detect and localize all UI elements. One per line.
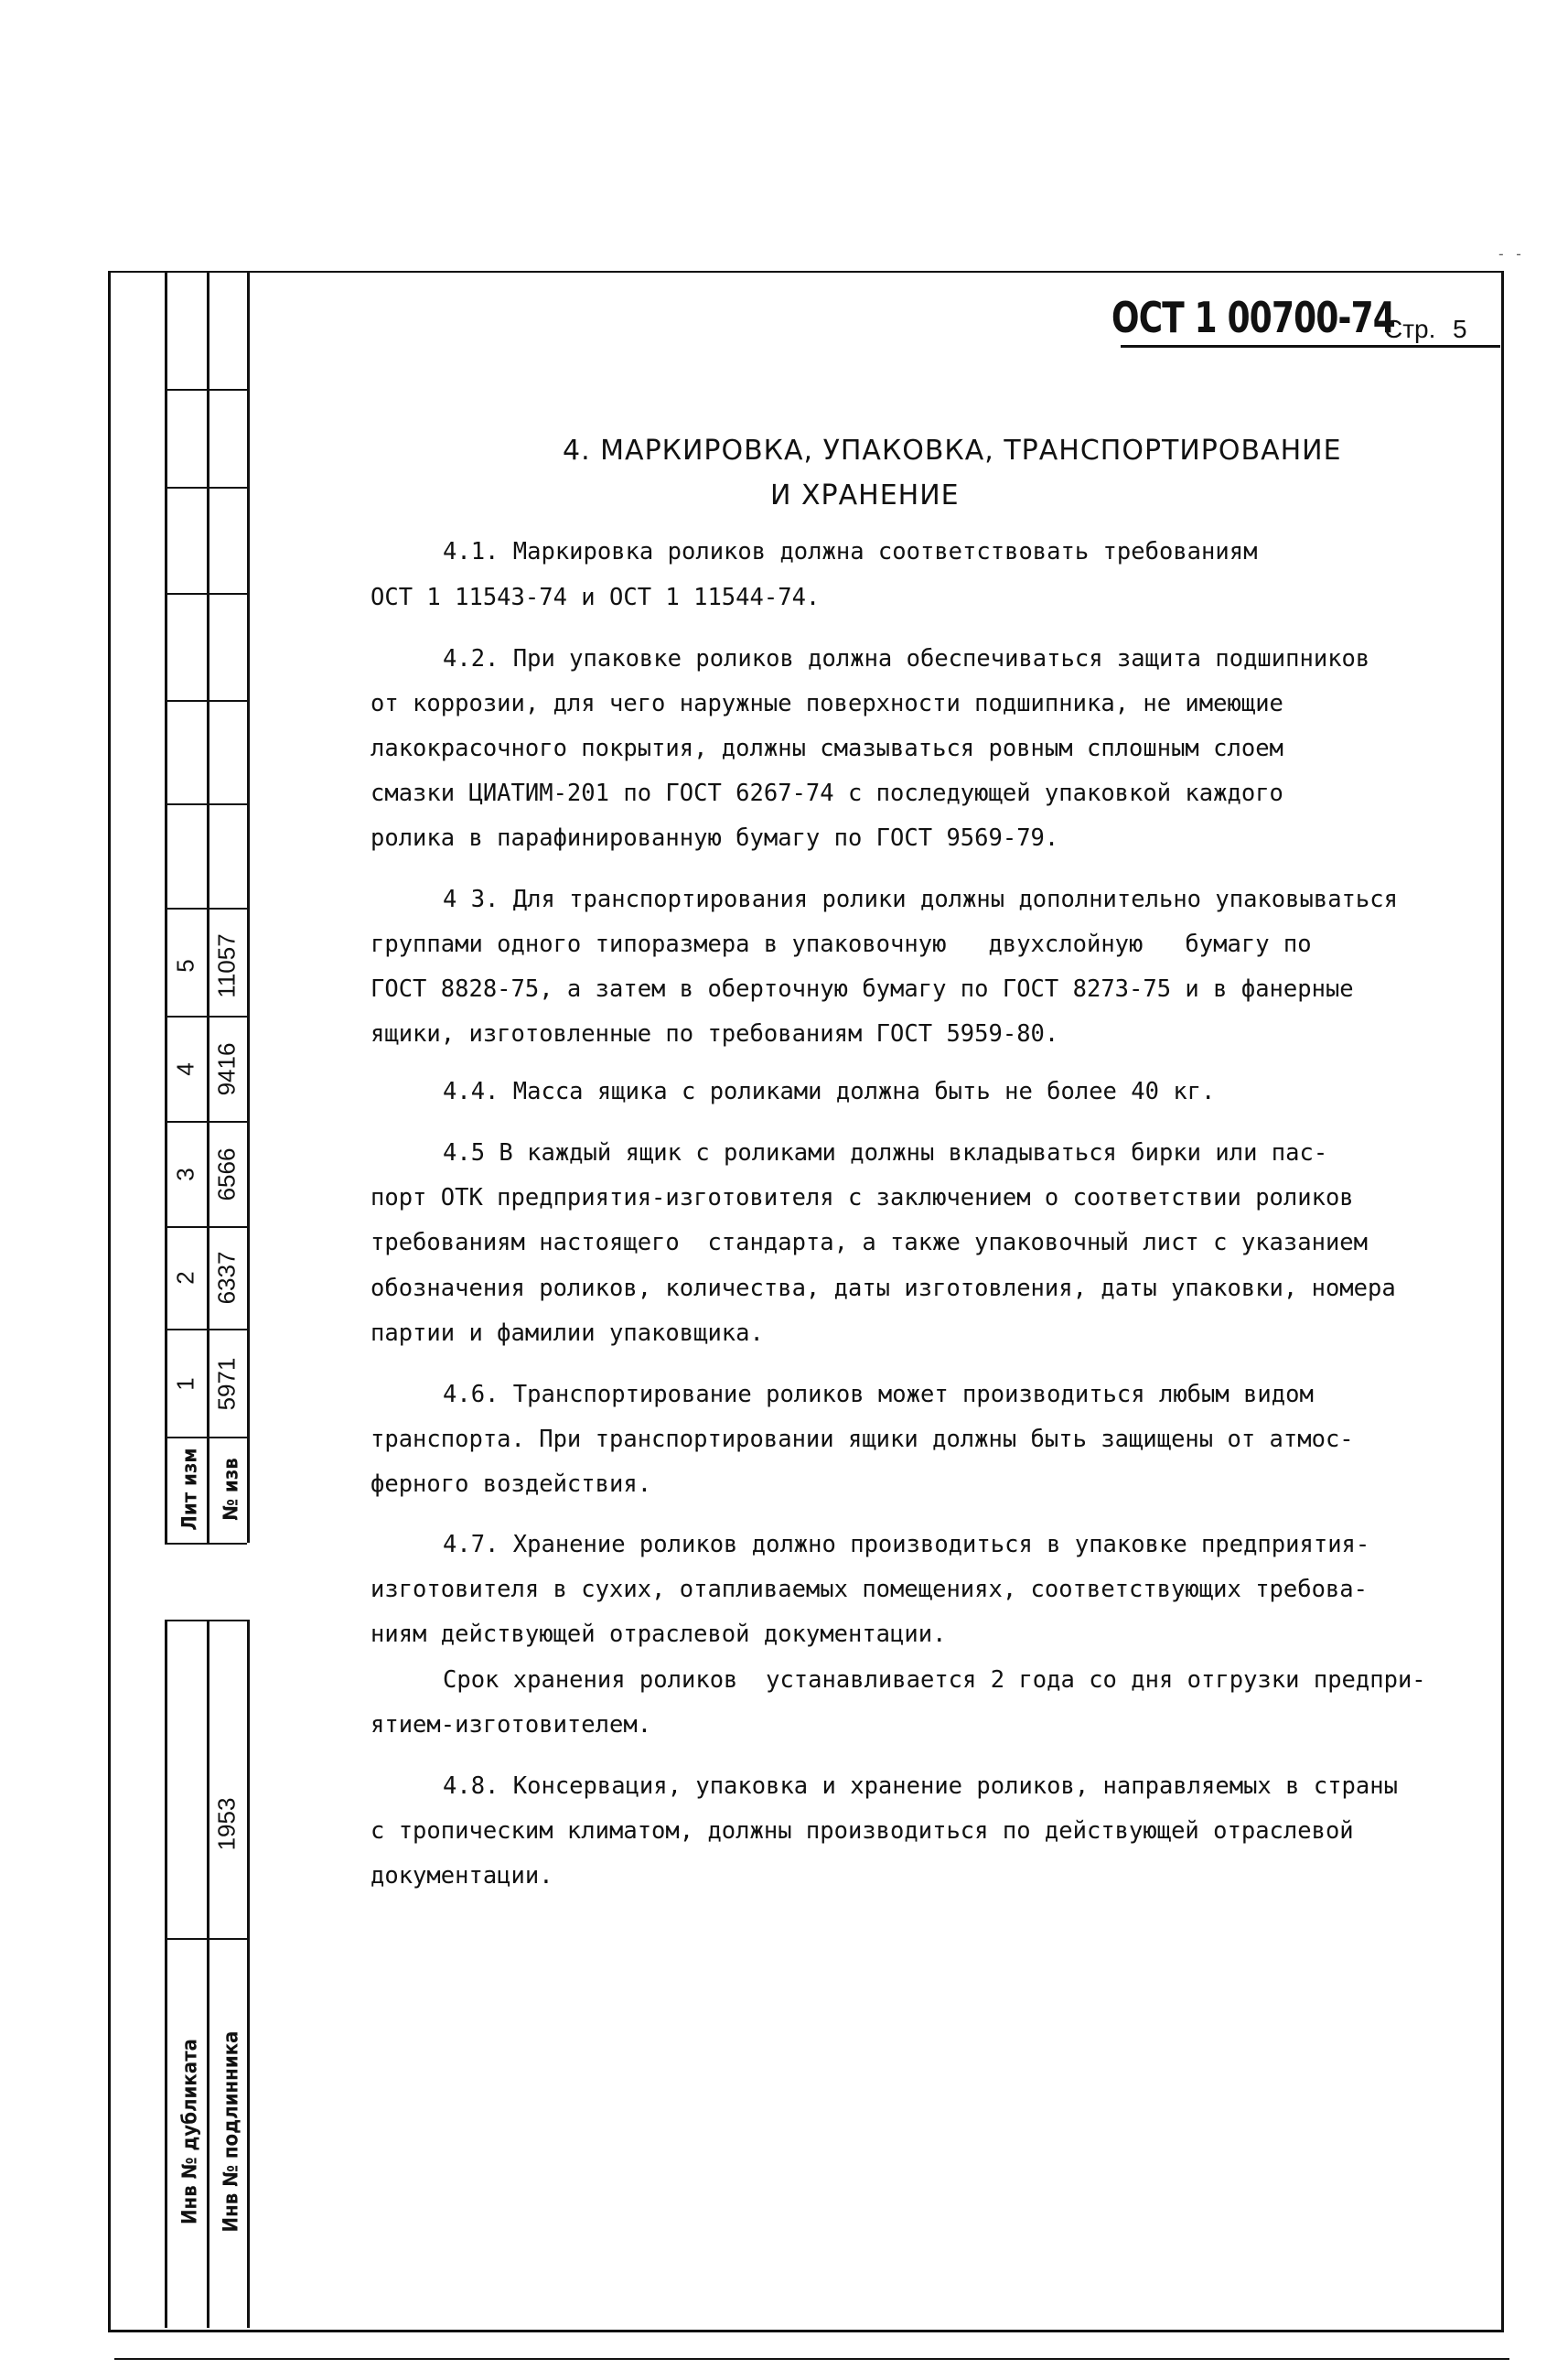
paragraph-line: 4.8. Консервация, упаковка и хранение роликов, направляемых в страны xyxy=(443,1772,1398,1800)
stamp-row-line xyxy=(165,1121,247,1123)
paragraph-line: 4.4. Масса ящика с роликами должна быть не более 40 кг. xyxy=(443,1078,1216,1105)
paragraph-line: изготовителя в сухих, отапливаемых помещениях, соответствующих требова- xyxy=(370,1576,1369,1603)
paragraph-line: ятием-изготовителем. xyxy=(370,1711,652,1739)
stamp-row-line xyxy=(165,389,247,391)
stamp-row-line xyxy=(165,1938,247,1940)
stamp-change-num: 9416 xyxy=(212,1042,241,1096)
paragraph-line: от коррозии, для чего наружные поверхности подшипника, не имеющие xyxy=(370,690,1283,717)
paragraph-line: ферного воздействия. xyxy=(370,1470,652,1498)
stamp-row-line xyxy=(165,1329,247,1330)
paragraph-line: группами одного типоразмера в упаковочную двухслойную бумагу по xyxy=(370,931,1312,958)
stamp-notice-label: № изв xyxy=(220,1458,243,1521)
stamp-row-line xyxy=(165,487,247,489)
bottom-border-line xyxy=(114,2358,1509,2360)
stamp-change-lit: 3 xyxy=(171,1168,199,1181)
stamp-change-num: 11057 xyxy=(212,933,241,998)
stamp-column-line xyxy=(247,1620,250,2328)
paragraph-line: ниям действующей отраслевой документации. xyxy=(370,1621,947,1648)
stamp-change-lit: 1 xyxy=(171,1377,199,1391)
stamp-change-lit: 4 xyxy=(171,1062,199,1076)
paragraph-line: ящики, изготовленные по требованиям ГОСТ 5959-80. xyxy=(370,1020,1059,1048)
paragraph-line: Срок хранения роликов устанавливается 2 года со дня отгрузки предпри- xyxy=(443,1666,1426,1694)
corner-mark: - - xyxy=(1497,245,1523,263)
stamp-change-num: 6566 xyxy=(212,1147,241,1201)
page-number: 5 xyxy=(1453,315,1467,343)
stamp-column-line xyxy=(165,1620,167,2328)
stamp-column-line xyxy=(247,271,250,1543)
stamp-row-line xyxy=(165,1226,247,1228)
paragraph-line: 4 3. Для транспортирования ролики должны дополнительно упаковываться xyxy=(443,886,1398,913)
section-title: И ХРАНЕНИЕ xyxy=(770,479,960,512)
paragraph-line: обозначения роликов, количества, даты изготовления, даты упаковки, номера xyxy=(370,1275,1396,1302)
paragraph-line: 4.2. При упаковке роликов должна обеспечиваться защита подшипников xyxy=(443,645,1370,673)
header-underline xyxy=(1121,345,1500,348)
paragraph-line: 4.1. Маркировка роликов должна соответствовать требованиям xyxy=(443,538,1258,565)
paragraph-line: требованиям настоящего стандарта, а также упаковочный лист с указанием xyxy=(370,1229,1369,1256)
stamp-row-line xyxy=(165,1016,247,1018)
stamp-row-line xyxy=(165,593,247,595)
stamp-change-lit: 5 xyxy=(171,959,199,973)
stamp-column-line xyxy=(207,271,209,1543)
stamp-column-line xyxy=(165,271,167,1543)
stamp-change-label: Лит изм xyxy=(178,1448,202,1531)
paragraph-line: ролика в парафинированную бумагу по ГОСТ 9569-79. xyxy=(370,824,1059,852)
stamp-original-value: 1953 xyxy=(212,1797,241,1851)
stamp-row-line xyxy=(165,908,247,910)
paragraph-line: документации. xyxy=(370,1862,553,1890)
paragraph-line: транспорта. При транспортировании ящики должны быть защищены от атмос- xyxy=(370,1426,1354,1453)
stamp-row-line xyxy=(165,700,247,702)
paragraph-line: 4.5 В каждый ящик с роликами должны вкладываться бирки или пас- xyxy=(443,1139,1328,1167)
paragraph-line: партии и фамилии упаковщика. xyxy=(370,1319,764,1347)
stamp-row-line xyxy=(165,1620,247,1621)
paragraph-line: 4.6. Транспортирование роликов может производиться любым видом xyxy=(443,1381,1314,1408)
stamp-original-label: Инв № подлинника xyxy=(220,2030,243,2233)
section-title: 4. МАРКИРОВКА, УПАКОВКА, ТРАНСПОРТИРОВАНИЕ xyxy=(563,435,1342,467)
page-label: Стр. xyxy=(1384,315,1436,343)
stamp-duplicate-label: Инв № дубликата xyxy=(178,2038,202,2225)
document-code: ОСТ 1 00700-74 xyxy=(1111,293,1395,342)
stamp-change-num: 6337 xyxy=(212,1251,241,1305)
stamp-row-line xyxy=(165,803,247,805)
stamp-column-line xyxy=(207,1620,209,2328)
stamp-change-num: 5971 xyxy=(212,1357,241,1411)
paragraph-line: лакокрасочного покрытия, должны смазываться ровным сплошным слоем xyxy=(370,735,1283,762)
paragraph-line: смазки ЦИАТИМ-201 по ГОСТ 6267-74 с последующей упаковкой каждого xyxy=(370,780,1283,807)
paragraph-line: ГОСТ 8828-75, а затем в оберточную бумагу по ГОСТ 8273-75 и в фанерные xyxy=(370,975,1354,1003)
paragraph-line: порт ОТК предприятия-изготовителя с заключением о соответствии роликов xyxy=(370,1184,1354,1212)
paragraph-line: 4.7. Хранение роликов должно производиться в упаковке предприятия- xyxy=(443,1531,1370,1558)
stamp-change-lit: 2 xyxy=(171,1271,199,1285)
paragraph-line: ОСТ 1 11543-74 и ОСТ 1 11544-74. xyxy=(370,584,821,611)
paragraph-line: с тропическим климатом, должны производиться по действующей отраслевой xyxy=(370,1817,1354,1845)
